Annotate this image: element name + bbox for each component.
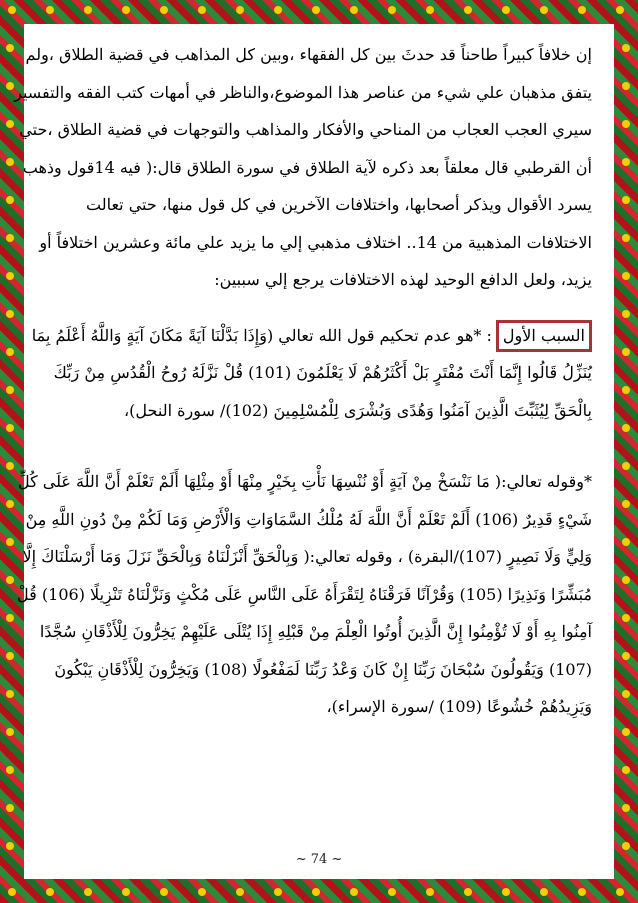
berry-icon [6, 614, 14, 622]
paragraph-verses [17, 463, 592, 726]
berry-icon [6, 576, 14, 584]
berry-icon [388, 6, 396, 14]
berry-icon [622, 804, 630, 812]
text-line [31, 317, 592, 355]
berry-icon [6, 690, 14, 698]
berry-icon [622, 500, 630, 508]
berry-icon [122, 6, 130, 14]
berry-icon [160, 6, 168, 14]
berry-icon [122, 888, 130, 896]
berry-icon [160, 888, 168, 896]
text-line: يُنَزِّلُ قَالُوا إِنَّمَا أَنْتَ مُفْتَرٍ بَلْ أَكْثَرُهُمْ لَا يَعْلَمُونَ (101) قُلْ نَزَّلَهُ رُوحُ الْقُدُسِ مِنْ رَبِّكَ [53, 363, 592, 382]
text-line: يزيد، ولعل الدافع الوحيد لهذه الاختلافات يرجع إلي سببين: [214, 270, 592, 289]
berry-icon [622, 728, 630, 736]
text-line: سيري العجب العجاب من المناحي والأفكار والمذاهب والتوجهات في قضية الطلاق ،حتي [19, 120, 592, 139]
berry-icon [350, 888, 358, 896]
berry-icon [6, 82, 14, 90]
berry-icon [622, 348, 630, 356]
text-line: (107) وَيَقُولُونَ سُبْحَانَ رَبِّنَا إِنْ كَانَ وَعْدُ رَبِّنَا لَمَفْعُولًا (108) وَيَخِرُّونَ لِلْأَذْقَانِ يَبْكُونَ [54, 659, 592, 679]
berry-icon [622, 614, 630, 622]
berry-icon [622, 82, 630, 90]
berry-icon [6, 424, 14, 432]
berry-icon [8, 888, 16, 896]
berry-icon [6, 196, 14, 204]
text-line: آمِنُوا بِهِ أَوْ لَا تُؤْمِنُوا إِنَّ الَّذِينَ أُوتُوا الْعِلْمَ مِنْ قَبْلِهِ إِذَا يُتْلَى عَلَيْهِمْ يَخِرُّونَ لِلْأَذْقَانِ سُجَّدًا [39, 622, 592, 641]
berry-icon [6, 500, 14, 508]
text-line: أن القرطبي قال معلقاً بعد ذكره لآية الطلاق في سورة الطلاق قال:( فيه 14قول وذهب [22, 157, 592, 177]
text-line: الاختلافات المذهبية من 14.. اختلاف مذهبي إلي ما يزيد علي مائة وعشرين اختلافاً أو [39, 232, 592, 252]
berry-icon [6, 234, 14, 242]
berry-icon [6, 766, 14, 774]
page-number: ~ 74 ~ [295, 852, 343, 867]
berry-icon [6, 386, 14, 394]
berry-icon [350, 6, 358, 14]
berry-icon [540, 888, 548, 896]
berry-icon [6, 120, 14, 128]
berry-icon [622, 690, 630, 698]
berry-icon [6, 538, 14, 546]
berry-icon [274, 888, 282, 896]
berry-icon [578, 6, 586, 14]
berry-icon [84, 888, 92, 896]
berry-icon [622, 766, 630, 774]
berry-icon [198, 888, 206, 896]
berry-icon [312, 6, 320, 14]
berry-icon [464, 888, 472, 896]
berry-icon [236, 888, 244, 896]
berry-icon [6, 158, 14, 166]
berry-icon [6, 272, 14, 280]
berry-icon [464, 6, 472, 14]
text-line: مُبَشِّرًا وَنَذِيرًا (105) وَقُرْآنًا فَرَقْنَاهُ لِتَقْرَأَهُ عَلَى النَّاسِ عَلَى مُكْثٍ وَنَزَّلْنَاهُ تَنْزِيلًا (106) قُلْ [17, 584, 592, 604]
berry-icon [46, 6, 54, 14]
text-line: وَلِيٍّ وَلَا نَصِيرٍ (107)/البقرة) ، وقوله تعالي:( وَبِالْحَقِّ أَنْزَلْنَاهُ وَبِالْحَقِّ نَزَلَ وَمَا أَرْسَلْنَاكَ إِلَّا [22, 547, 592, 566]
berry-icon [236, 6, 244, 14]
berry-icon [426, 6, 434, 14]
text-content [14, 36, 592, 726]
berry-icon [622, 158, 630, 166]
berry-icon [312, 888, 320, 896]
berry-icon [6, 842, 14, 850]
text-line: *وقوله تعالي:( مَا نَنْسَخْ مِنْ آيَةٍ أَوْ نُنْسِهَا نَأْتِ بِخَيْرٍ مِنْهَا أَوْ مِثْلِهَا أَلَمْ تَعْلَمْ أَنَّ اللَّهَ عَلَى كُلِّ [17, 472, 592, 491]
text-line: بِالْحَقِّ لِيُثَبِّتَ الَّذِينَ آمَنُوا وَهُدًى وَبُشْرَى لِلْمُسْلِمِينَ (102)/ سورة النحل)، [124, 400, 592, 420]
berry-icon [622, 842, 630, 850]
berry-icon [6, 462, 14, 470]
berry-icon [622, 424, 630, 432]
berry-icon [622, 196, 630, 204]
berry-icon [622, 462, 630, 470]
berry-icon [426, 888, 434, 896]
berry-icon [622, 652, 630, 660]
berry-icon [502, 888, 510, 896]
berry-icon [8, 6, 16, 14]
paragraph-first-reason [31, 317, 592, 430]
berry-icon [616, 888, 624, 896]
section-heading-box: السبب الأول [496, 320, 592, 352]
berry-icon [622, 538, 630, 546]
text-line: شَيْءٍ قَدِيرٌ (106) أَلَمْ تَعْلَمْ أَنَّ اللَّهَ لَهُ مُلْكُ السَّمَاوَاتِ وَالْأَرْضِ وَمَا لَكُمْ مِنْ دُونِ اللَّهِ مِنْ [25, 509, 592, 529]
berry-icon [622, 120, 630, 128]
berry-icon [6, 804, 14, 812]
berry-icon [622, 310, 630, 318]
berry-icon [274, 6, 282, 14]
berry-icon [502, 6, 510, 14]
berry-icon [84, 6, 92, 14]
berry-icon [616, 6, 624, 14]
berry-icon [198, 6, 206, 14]
section-intro-text: : *هو عدم تحكيم قول الله تعالي (وَإِذَا بَدَّلْنَا آيَةً مَكَانَ آيَةٍ وَاللَّهُ أَعْلَمُ بِمَا [31, 325, 492, 345]
berry-icon [622, 386, 630, 394]
berry-icon [6, 310, 14, 318]
paragraph-intro [14, 36, 592, 299]
berry-icon [540, 6, 548, 14]
berry-icon [622, 234, 630, 242]
berry-icon [6, 44, 14, 52]
berry-icon [6, 652, 14, 660]
text-line: يتفق مذهبان علي شيء من عناصر هذا الموضوع،والناظر في أمهات كتب الفقه والتفسير [14, 82, 592, 102]
berry-icon [388, 888, 396, 896]
text-line: وَيَزِيدُهُمْ خُشُوعًا (109) /سورة الإسراء)، [326, 697, 592, 716]
berry-icon [622, 576, 630, 584]
text-line: إن خلافاً كبيراً طاحناً قد حدثَ بين كل الفقهاء ،وبين كل المذاهب في قضية الطلاق ،ولم [25, 45, 592, 64]
text-line: يسرد الأقوال ويذكر أصحابها، واختلافات الآخرين في كل قول منها، حتي تعالت [85, 195, 592, 214]
berry-icon [622, 44, 630, 52]
page-body [14, 24, 614, 879]
berry-icon [622, 272, 630, 280]
berry-icon [6, 728, 14, 736]
berry-icon [6, 348, 14, 356]
berry-icon [46, 888, 54, 896]
berry-icon [578, 888, 586, 896]
